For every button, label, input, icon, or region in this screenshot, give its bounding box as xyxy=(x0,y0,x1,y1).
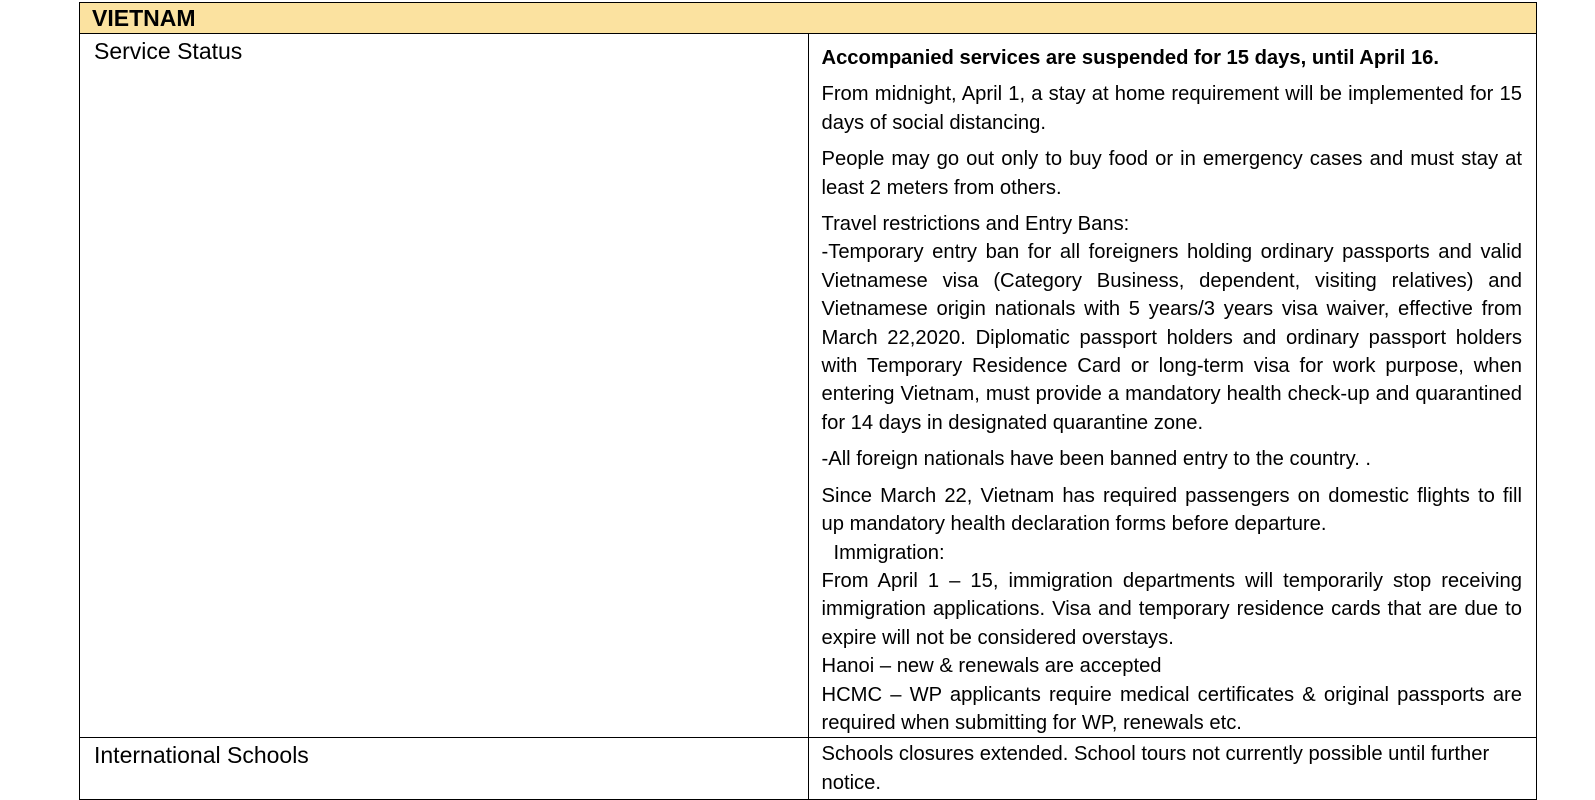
immigration-heading: Immigration: xyxy=(833,541,945,564)
foreign-nationals-ban: -All foreign nationals have been banned entry to the country. . xyxy=(821,448,1372,471)
stay-home-notice: From midnight, April 1, a stay at home requirement will be implemented for 15 days of social distancing. xyxy=(821,83,1522,134)
service-status-label-cell xyxy=(80,34,809,738)
international-schools-label-cell xyxy=(80,738,809,800)
international-schools-text: Schools closures extended. School tours not currently possible until further notice. xyxy=(821,743,1490,794)
immigration-body: From April 1 – 15, immigration departments will temporarily stop receiving immigration applications. Visa and temporary residence cards that are due to expire will not be considered overstays. xyxy=(821,569,1522,649)
hanoi-notice: Hanoi – new & renewals are accepted xyxy=(821,655,1162,678)
header-row xyxy=(80,3,1537,34)
service-status-label: Service Status xyxy=(94,38,243,64)
service-status-row xyxy=(80,34,1537,738)
country-status-table xyxy=(79,2,1537,800)
international-schools-label: International Schools xyxy=(94,742,309,769)
going-out-notice: People may go out only to buy food or in emergency cases and must stay at least 2 meters from others. xyxy=(821,148,1522,199)
accompanied-services-notice: Accompanied services are suspended for 15 days, until April 16. xyxy=(821,47,1439,69)
service-status-content xyxy=(809,34,1537,737)
domestic-flights-notice: Since March 22, Vietnam has required passengers on domestic flights to fill up mandatory health declaration forms before departure. xyxy=(821,484,1522,536)
travel-restrictions-body: -Temporary entry ban for all foreigners holding ordinary passports and valid Vietnamese visa (Category Business, dependent, visiting relatives) and Vietnamese origin nationals with 5 years/3 years visa waiver, effective from March 22,2020. Diplomatic passport holders and ordinary passport holders with Temporary Residence Card or long-term visa for work purpose, when entering Vietnam, must provide a mandatory health check-up and quarantined for 14 days in designated quarantine zone. xyxy=(821,241,1522,434)
country-header-cell xyxy=(80,3,1537,34)
service-status-content-cell xyxy=(808,34,1537,738)
travel-restrictions-heading: Travel restrictions and Entry Bans: xyxy=(821,213,1130,236)
international-schools-content-cell xyxy=(808,738,1537,800)
international-schools-row xyxy=(80,738,1537,800)
country-name: VIETNAM xyxy=(92,5,196,31)
hcmc-notice: HCMC – WP applicants require medical certificates & original passports are required when submitting for WP, renewals etc. xyxy=(821,683,1522,734)
